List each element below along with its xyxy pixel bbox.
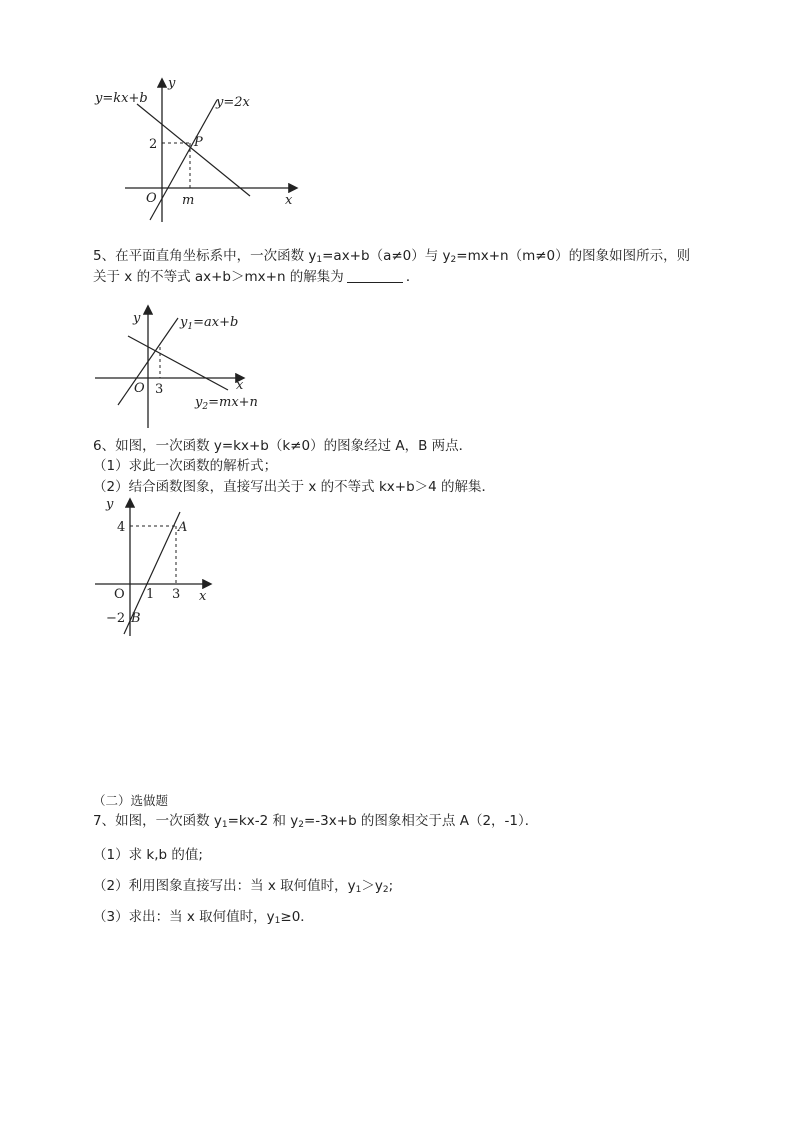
tick-y-neg2: −2	[106, 611, 126, 626]
tick-x-3: 3	[172, 587, 181, 602]
q7-line1: 7、如图，一次函数 $y_1=kx-2$ 和 $y_2=-3x+b$ 的图象相交于点 A（2，-1）．	[93, 813, 539, 830]
tick-x-m: m	[182, 193, 195, 208]
q5-line1: 5、在平面直角坐标系中，一次函数 $y_1=ax+b(a\ne 0)$与 $y_2=mx+n(m\ne 0)$的图象如图所示，则	[93, 248, 691, 265]
q5-line2: 关于 x 的不等式 ax+b＞mx+n 的解集为 ．	[93, 269, 420, 285]
q7-line2: （1）求 k,b 的值;	[93, 847, 203, 863]
tick-y-2: 2	[149, 137, 158, 152]
label-y1: $y_1=ax+b$	[180, 315, 239, 332]
q6-line2: （1）求此一次函数的解析式；	[93, 458, 278, 474]
y-axis-label: y	[168, 76, 176, 91]
tick-x-3: 3	[155, 382, 164, 397]
q6-line3: （2）结合函数图象，直接写出关于 x 的不等式 kx+b＞4 的解集．	[93, 479, 496, 495]
label-y2: $y_2=mx+n$	[195, 395, 258, 412]
x-axis-label: x	[236, 378, 244, 393]
label-kx-b: y=kx+b	[95, 91, 148, 106]
origin-label: O	[146, 191, 157, 206]
origin-label: O	[134, 381, 145, 396]
q6-line1: 6、如图，一次函数 y=kx+b（k≠0）的图象经过 A，B 两点．	[93, 438, 473, 454]
y-axis-label: y	[133, 311, 141, 326]
y-axis-label: y	[106, 497, 114, 512]
tick-y-4: 4	[117, 520, 126, 535]
point-p-label: P	[194, 135, 203, 150]
x-axis-label: x	[285, 193, 293, 208]
x-axis-label: x	[199, 589, 207, 604]
q7-line4: （3）求出：当 x 取何值时，$y_1\ge 0$．	[93, 909, 314, 926]
tick-x-1: 1	[146, 587, 155, 602]
q7-line3: （2）利用图象直接写出：当 x 取何值时，$y_1>y_2$;	[93, 878, 394, 895]
origin-label: O	[114, 587, 125, 602]
point-a-label: A	[178, 520, 188, 535]
section-title: （二）选做题	[93, 793, 169, 808]
point-b-label: B	[131, 611, 141, 626]
label-2x: y=2x	[216, 95, 250, 110]
